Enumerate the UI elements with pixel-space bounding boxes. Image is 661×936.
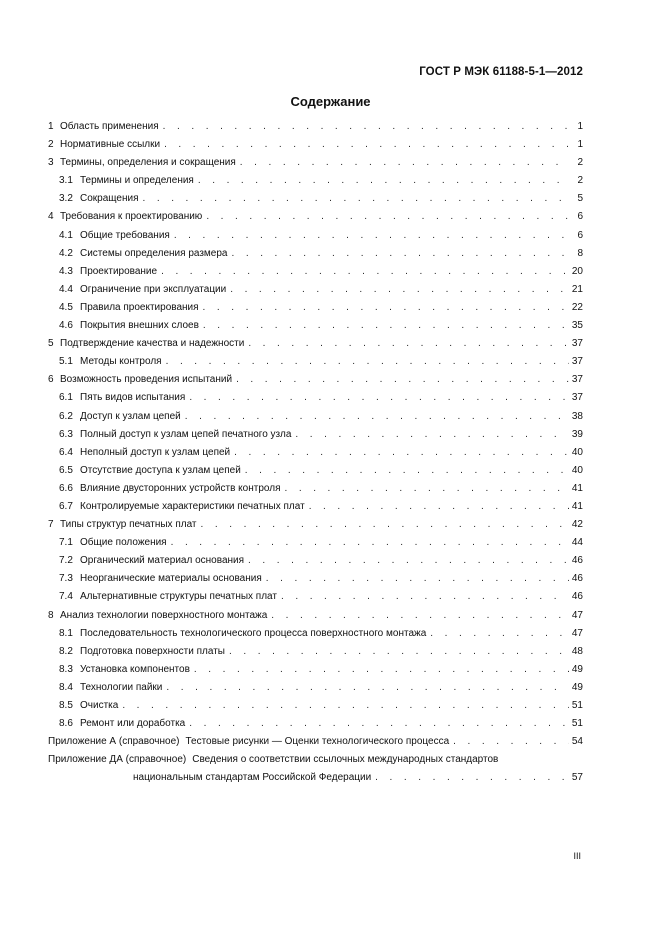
toc-entry-page: 46 — [571, 573, 583, 585]
toc-entry-number: 5.1 — [59, 356, 73, 368]
toc-entry-page: 35 — [571, 320, 583, 332]
toc-entry-number: 6.5 — [59, 464, 73, 476]
toc-entry-page: 38 — [571, 410, 583, 422]
toc-entry-label: Анализ технологии поверхностного монтажа — [60, 609, 268, 621]
toc-entry[interactable] — [48, 392, 583, 410]
dot-leader — [248, 338, 569, 349]
dot-leader — [284, 483, 568, 494]
dot-leader — [201, 519, 569, 530]
toc-entry-number: 7.4 — [59, 591, 73, 603]
toc-entry-number: 6.3 — [59, 428, 73, 440]
toc-entry-page: 46 — [571, 555, 583, 567]
toc-entry-number: 3.2 — [59, 193, 73, 205]
toc-entry[interactable] — [48, 483, 583, 501]
toc-entry-page: 49 — [571, 681, 583, 693]
toc-entry-page: 1 — [577, 139, 583, 151]
dot-leader — [189, 392, 569, 403]
toc-entry-number: 3 — [48, 157, 54, 169]
document-header: ГОСТ Р МЭК 61188-5-1—2012 — [419, 66, 583, 78]
toc-entry-page: 6 — [577, 229, 583, 241]
toc-entry-label: Возможность проведения испытаний — [60, 374, 233, 386]
toc-entry-number: 4.2 — [59, 247, 73, 259]
dot-leader — [194, 664, 569, 675]
toc-entry-label: Подтверждение качества и надежности — [60, 338, 245, 350]
dot-leader — [236, 374, 569, 385]
toc-entry-number: 6 — [48, 374, 54, 386]
toc-entry-page: 21 — [571, 283, 583, 295]
toc-entry[interactable] — [48, 519, 583, 537]
dot-leader — [164, 139, 570, 150]
appendix-da-entry-continued[interactable] — [48, 772, 583, 790]
dot-leader — [240, 157, 570, 168]
toc-entry-label: Ремонт или доработка — [80, 718, 186, 730]
toc-entry-page: 22 — [571, 301, 583, 313]
dot-leader — [161, 266, 569, 277]
toc-entry-label: Подготовка поверхности платы — [80, 645, 225, 657]
toc-entry-number: 8.6 — [59, 718, 73, 730]
toc-entry[interactable] — [48, 139, 583, 157]
dot-leader — [230, 284, 569, 295]
toc-entry-label: Влияние двусторонних устройств контроля — [80, 482, 281, 494]
toc-entry[interactable] — [48, 302, 583, 320]
toc-entry-number: 7.2 — [59, 555, 73, 567]
appendix-label: Тестовые рисунки — Оценки технологического процесса — [185, 736, 450, 748]
toc-entry-page: 41 — [571, 482, 583, 494]
dot-leader — [248, 555, 569, 566]
toc-entry-label: Технологии пайки — [80, 681, 163, 693]
toc-entry-page: 2 — [577, 157, 583, 169]
toc-entry-number: 4 — [48, 211, 54, 223]
toc-entry-number: 6.4 — [59, 446, 73, 458]
toc-entry-page: 44 — [571, 537, 583, 549]
toc-entry-page: 8 — [577, 247, 583, 259]
toc-entry[interactable] — [48, 646, 583, 664]
toc-entry-page: 49 — [571, 663, 583, 675]
toc-entry-page: 47 — [571, 627, 583, 639]
page-title: Содержание — [290, 94, 371, 109]
appendix-a-entry[interactable] — [48, 736, 583, 754]
toc-entry-page: 20 — [571, 265, 583, 277]
dot-leader — [295, 429, 568, 440]
toc-entry[interactable] — [48, 537, 583, 555]
dot-leader — [203, 302, 569, 313]
dot-leader — [271, 610, 569, 621]
toc-entry-number: 8.5 — [59, 700, 73, 711]
appendix-prefix: Приложение А (справочное) — [48, 736, 180, 748]
toc-entry-label: Системы определения размера — [80, 247, 228, 259]
toc-entry-label: Нормативные ссылки — [60, 139, 161, 151]
dot-leader — [198, 175, 570, 186]
dot-leader — [430, 628, 569, 639]
toc-entry-label: Общие требования — [80, 229, 170, 241]
toc-entry-label: Контролируемые характеристики печатных плат — [80, 500, 305, 512]
dot-leader — [163, 121, 570, 132]
toc-entry-page: 48 — [571, 645, 583, 657]
toc-entry[interactable] — [48, 248, 583, 266]
dot-leader — [206, 211, 570, 222]
dot-leader — [231, 248, 570, 259]
dot-leader — [203, 320, 569, 331]
toc-entry-page: 42 — [571, 519, 583, 531]
toc-entry-number: 5 — [48, 338, 54, 350]
toc-entry[interactable] — [48, 338, 583, 356]
toc-entry[interactable] — [48, 610, 583, 628]
toc-entry-number: 6.6 — [59, 482, 73, 494]
toc-entry-label: Область применения — [60, 121, 159, 132]
toc-entry-label: Термины и определения — [80, 175, 194, 187]
toc-entry[interactable] — [48, 193, 583, 211]
toc-entry[interactable] — [48, 447, 583, 465]
toc-entry-label: Неорганические материалы основания — [80, 573, 262, 585]
toc-entry-number: 3.1 — [59, 175, 73, 187]
toc-entry[interactable] — [48, 664, 583, 682]
toc-entry-number: 8 — [48, 609, 54, 621]
toc-entry-label: Термины, определения и сокращения — [60, 157, 236, 169]
toc-entry-page: 37 — [571, 356, 583, 368]
toc-entry-number: 6.2 — [59, 410, 73, 422]
toc-entry[interactable] — [48, 284, 583, 302]
dot-leader — [166, 356, 569, 367]
dot-leader — [453, 736, 569, 747]
toc-entry[interactable] — [48, 374, 583, 392]
toc-entry-page: 47 — [571, 609, 583, 621]
dot-leader — [171, 537, 569, 548]
toc-entry[interactable] — [48, 628, 583, 646]
toc-entry-label: Очистка — [80, 700, 119, 711]
toc-entry-page: 2 — [577, 175, 583, 187]
toc-entry-number: 7 — [48, 519, 54, 531]
dot-leader — [174, 230, 570, 241]
toc-entry-label: Альтернативные структуры печатных плат — [80, 591, 277, 603]
appendix-page: 57 — [571, 772, 583, 784]
toc-entry-label: Ограничение при эксплуатации — [80, 283, 227, 295]
toc-entry-page: 1 — [577, 121, 583, 132]
toc-entry[interactable] — [48, 700, 583, 718]
toc-entry[interactable] — [48, 157, 583, 175]
toc-entry-page: 41 — [571, 500, 583, 512]
toc-entry-label: Пять видов испытания — [80, 392, 186, 404]
toc-entry-label: Установка компонентов — [80, 663, 190, 675]
toc-entry-page: 5 — [577, 193, 583, 205]
toc-entry-label: Типы структур печатных плат — [60, 519, 197, 531]
toc-entry-page: 46 — [571, 591, 583, 603]
toc-entry-number: 4.5 — [59, 301, 73, 313]
toc-entry-label: Органический материал основания — [80, 555, 245, 567]
toc-entry-label: Доступ к узлам цепей — [80, 410, 181, 422]
dot-leader — [185, 411, 569, 422]
toc-entry-page: 51 — [571, 700, 583, 711]
toc-entry-label: Полный доступ к узлам цепей печатного узла — [80, 428, 292, 440]
dot-leader — [281, 591, 569, 602]
dot-leader — [309, 501, 569, 512]
toc-entry-number: 4.1 — [59, 229, 73, 241]
toc-entry-page: 37 — [571, 374, 583, 386]
dot-leader — [375, 772, 569, 783]
toc-entry-number: 7.1 — [59, 537, 73, 549]
toc-entry[interactable] — [48, 465, 583, 483]
toc-entry-number: 8.2 — [59, 645, 73, 657]
toc-entry[interactable] — [48, 320, 583, 338]
dot-leader — [142, 193, 570, 204]
dot-leader — [234, 447, 569, 458]
toc-entry-number: 1 — [48, 121, 54, 132]
toc-entry-page: 51 — [571, 718, 583, 730]
toc-entry-page: 37 — [571, 338, 583, 350]
toc-entry-number: 8.3 — [59, 663, 73, 675]
toc-entry[interactable] — [48, 211, 583, 229]
toc-entry-page: 6 — [577, 211, 583, 223]
appendix-label-continued: национальным стандартам Российской Федерации — [133, 772, 372, 784]
toc-entry[interactable] — [48, 266, 583, 284]
toc-entry-number: 2 — [48, 139, 54, 151]
appendix-page: 54 — [571, 736, 583, 748]
toc-entry-number: 4.6 — [59, 320, 73, 332]
toc-entry[interactable] — [48, 356, 583, 374]
toc-entry-number: 4.4 — [59, 283, 73, 295]
appendix-label: Сведения о соответствии ссылочных международных стандартов — [192, 754, 499, 766]
dot-leader — [122, 700, 569, 711]
page-number: III — [573, 851, 581, 861]
toc-entry[interactable] — [48, 501, 583, 519]
toc-entry-number: 4.3 — [59, 265, 73, 277]
toc-entry-label: Отсутствие доступа к узлам цепей — [80, 464, 241, 476]
toc-entry[interactable] — [48, 175, 583, 193]
toc-entry[interactable] — [48, 718, 583, 736]
toc-entry-page: 40 — [571, 446, 583, 458]
toc-entry-number: 8.4 — [59, 681, 73, 693]
toc-entry-number: 6.7 — [59, 500, 73, 512]
dot-leader — [245, 465, 569, 476]
toc-entry[interactable] — [48, 411, 583, 429]
dot-leader — [266, 573, 569, 584]
toc-entry-page: 37 — [571, 392, 583, 404]
toc-entry-label: Проектирование — [80, 265, 158, 277]
dot-leader — [229, 646, 569, 657]
toc-entry-label: Последовательность технологического процесса поверхностного монтажа — [80, 627, 427, 639]
appendix-prefix: Приложение ДА (справочное) — [48, 754, 187, 766]
toc-entry-label: Общие положения — [80, 537, 167, 549]
dot-leader — [189, 718, 569, 729]
toc-entry[interactable] — [48, 230, 583, 248]
toc-entry-number: 7.3 — [59, 573, 73, 585]
toc-entry-label: Сокращения — [80, 193, 139, 205]
toc-entry[interactable] — [48, 429, 583, 447]
toc-entry[interactable] — [48, 573, 583, 591]
toc-entry[interactable] — [48, 555, 583, 573]
toc-entry-page: 40 — [571, 464, 583, 476]
toc-entry-number: 6.1 — [59, 392, 73, 404]
dot-leader — [166, 682, 568, 693]
toc-entry-label: Методы контроля — [80, 356, 162, 368]
toc-entry-label: Требования к проектированию — [60, 211, 203, 223]
toc-entry-number: 8.1 — [59, 627, 73, 639]
toc-entry-label: Правила проектирования — [80, 301, 199, 313]
toc-entry[interactable] — [48, 121, 583, 139]
appendix-da-entry[interactable] — [48, 754, 583, 772]
toc-entry-label: Неполный доступ к узлам цепей — [80, 446, 231, 458]
toc-entry-label: Покрытия внешних слоев — [80, 320, 199, 332]
toc-entry[interactable] — [48, 682, 583, 700]
toc-entry[interactable] — [48, 591, 583, 609]
toc-entries — [48, 121, 583, 736]
table-of-contents — [48, 121, 583, 790]
toc-entry-page: 39 — [571, 428, 583, 440]
